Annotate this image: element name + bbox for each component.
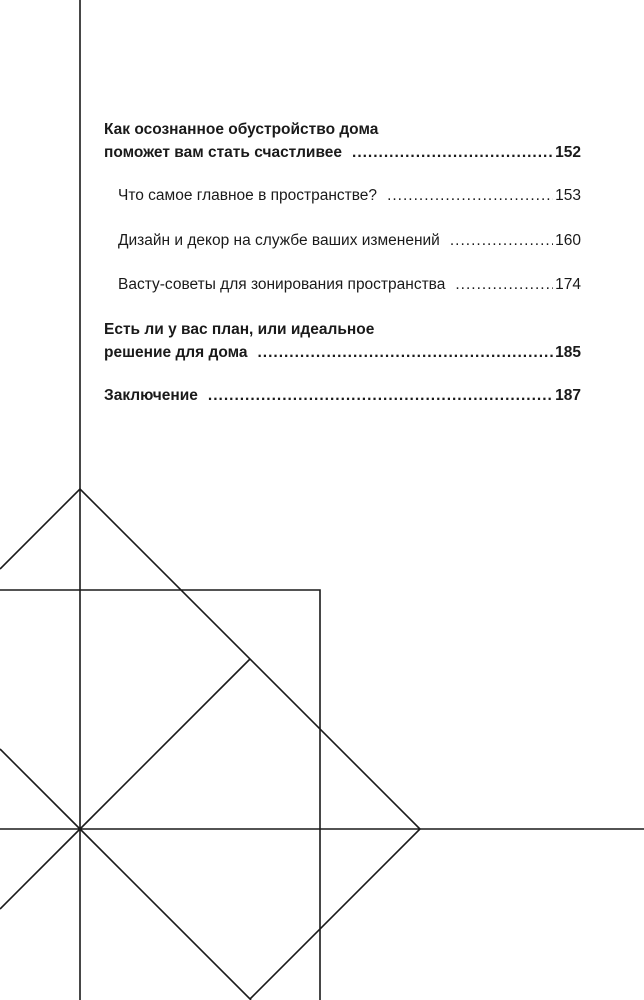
toc-page-number: 152 [555, 144, 581, 161]
toc-page-number: 160 [555, 232, 581, 249]
dot-leader [455, 273, 553, 296]
toc-entry-title-line1: Как осознанное обустройство дома [104, 121, 379, 138]
toc-page-number: 187 [555, 387, 581, 404]
toc-entry-title: Дизайн и декор на службе ваших изменений [118, 232, 440, 249]
table-of-contents [0, 0, 644, 420]
toc-entry-title-line1: Есть ли у вас план, или идеальное [104, 321, 375, 338]
toc-entry-chapter-home[interactable] [104, 118, 581, 164]
toc-entry-conclusion[interactable] [104, 384, 581, 407]
dot-leader [257, 341, 553, 364]
toc-entry-title: Васту-советы для зонирования пространства [118, 276, 446, 293]
lower-left-diagonal [0, 829, 80, 909]
toc-page-number: 185 [555, 344, 581, 361]
toc-entry-chapter-plan[interactable] [104, 318, 581, 364]
toc-page-number: 174 [555, 276, 581, 293]
dot-leader [208, 384, 553, 407]
diamond-outline [0, 489, 420, 999]
left-diagonal-up [80, 659, 250, 829]
toc-page-number: 153 [555, 187, 581, 204]
toc-entry-section-vastu[interactable] [118, 273, 581, 296]
toc-entry-title: Что самое главное в пространстве? [118, 187, 378, 204]
dot-leader [450, 229, 553, 252]
left-diagonal-down [0, 749, 80, 829]
toc-entry-section-design-decor[interactable] [118, 229, 581, 252]
toc-entry-title: поможет вам стать счастливее [104, 144, 343, 161]
dot-leader [352, 141, 553, 164]
toc-entry-title: решение для дома [104, 344, 248, 361]
toc-entry-section-main-thing[interactable] [118, 184, 581, 207]
toc-entry-title: Заключение [104, 387, 198, 404]
square-outline [0, 590, 320, 1000]
dot-leader [387, 184, 553, 207]
diamond-lower-left-edge [80, 829, 251, 1000]
